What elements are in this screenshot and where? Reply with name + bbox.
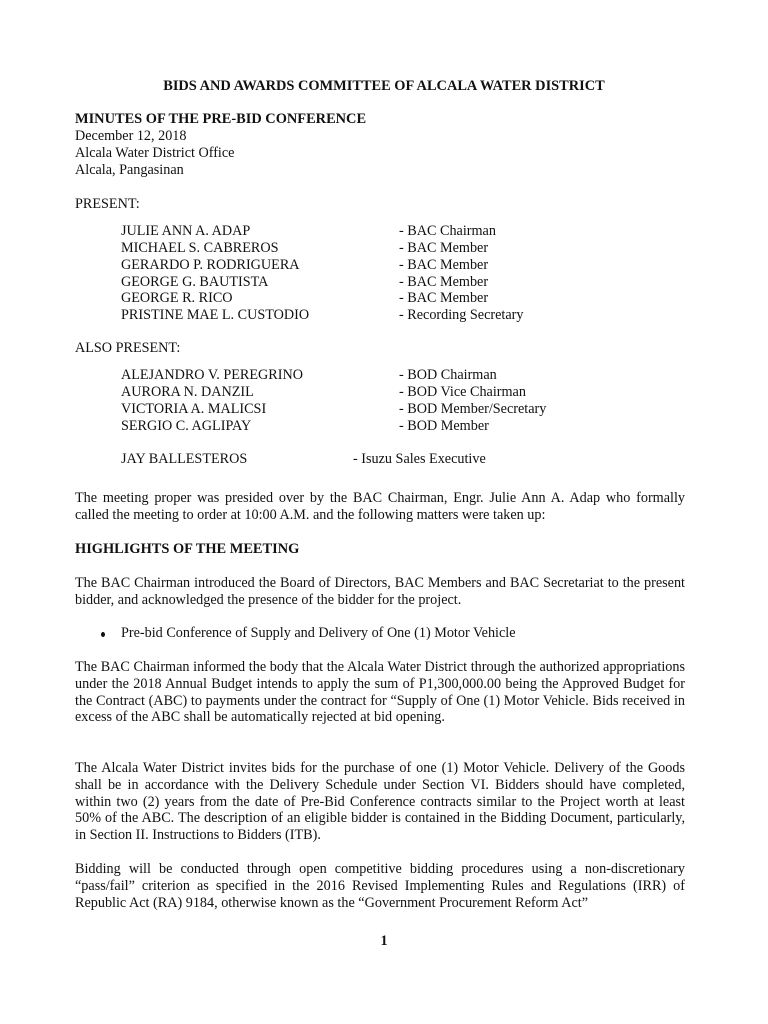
attendee-name: PRISTINE MAE L. CUSTODIO xyxy=(121,307,310,323)
document-title: BIDS AND AWARDS COMMITTEE OF ALCALA WATER DISTRICT xyxy=(163,78,605,94)
page-number: 1 xyxy=(380,933,388,949)
paragraph-budget: The BAC Chairman informed the body that the Alcala Water District through the authorized appropriations under the 2018 Annual Budget intends to apply the sum of P1,300,000.00 being the Approved Budget for the Contract (ABC) to payments under the contract for “Supply of One (1) Motor Vehicle. Bids received in excess of the ABC shall be automatically rejected at bid opening. xyxy=(75,659,685,726)
attendee-name: SERGIO C. AGLIPAY xyxy=(121,418,252,434)
attendee-role: - BAC Chairman xyxy=(399,223,496,239)
paragraph-presided: The meeting proper was presided over by the BAC Chairman, Engr. Julie Ann A. Adap who formally called the meeting to order at 10:00 A.M. and the following matters were taken up: xyxy=(75,490,685,523)
paragraph-bidding: Bidding will be conducted through open competitive bidding procedures using a non-discretionary “pass/fail” criterion as specified in the 2016 Revised Implementing Rules and Regulations (IRR) of Republic Act (RA) 9184, otherwise known as the “Government Procurement Reform Act” xyxy=(75,861,685,911)
attendee-name: GEORGE G. BAUTISTA xyxy=(121,274,269,290)
attendee-name: MICHAEL S. CABREROS xyxy=(121,240,279,256)
attendee-role: - BOD Member/Secretary xyxy=(399,401,547,417)
bullet-text: Pre-bid Conference of Supply and Delivery of One (1) Motor Vehicle xyxy=(121,625,516,641)
attendee-role: - BAC Member xyxy=(399,257,489,273)
attendee-role: - BAC Member xyxy=(399,290,489,306)
bullet-marker xyxy=(101,632,105,637)
attendee-role: - BOD Member xyxy=(399,418,489,434)
attendee-name: GEORGE R. RICO xyxy=(121,290,233,306)
paragraph-introduction: The BAC Chairman introduced the Board of Directors, BAC Members and BAC Secretariat to the present bidder, and acknowledged the presence of the bidder for the project. xyxy=(75,575,685,608)
attendee-name: ALEJANDRO V. PEREGRINO xyxy=(121,367,303,383)
venue-location: Alcala, Pangasinan xyxy=(75,162,184,178)
attendee-role: - BOD Vice Chairman xyxy=(399,384,526,400)
guest-role: - Isuzu Sales Executive xyxy=(353,451,486,467)
minutes-heading: MINUTES OF THE PRE-BID CONFERENCE xyxy=(75,111,367,127)
attendee-name: GERARDO P. RODRIGUERA xyxy=(121,257,300,273)
also-present-label: ALSO PRESENT: xyxy=(75,340,181,356)
present-label: PRESENT: xyxy=(75,196,140,212)
meeting-date: December 12, 2018 xyxy=(75,128,187,144)
highlights-heading: HIGHLIGHTS OF THE MEETING xyxy=(75,541,300,557)
attendee-name: JULIE ANN A. ADAP xyxy=(121,223,251,239)
guest-name: JAY BALLESTEROS xyxy=(121,451,248,467)
paragraph-invitation: The Alcala Water District invites bids for the purchase of one (1) Motor Vehicle. Delivery of the Goods shall be in accordance with the Delivery Schedule under Section VI. Bidders should have completed, within two (2) years from the date of Pre-Bid Conference contracts similar to the Project worth at least 50% of the ABC. The description of an eligible bidder is contained in the Bidding Document, particularly, in Section II. Instructions to Bidders (ITB). xyxy=(75,760,685,844)
attendee-role: - BAC Member xyxy=(399,240,489,256)
attendee-name: VICTORIA A. MALICSI xyxy=(121,401,267,417)
attendee-name: AURORA N. DANZIL xyxy=(121,384,254,400)
attendee-role: - BOD Chairman xyxy=(399,367,497,383)
attendee-role: - Recording Secretary xyxy=(399,307,524,323)
attendee-role: - BAC Member xyxy=(399,274,489,290)
venue-office: Alcala Water District Office xyxy=(75,145,235,161)
